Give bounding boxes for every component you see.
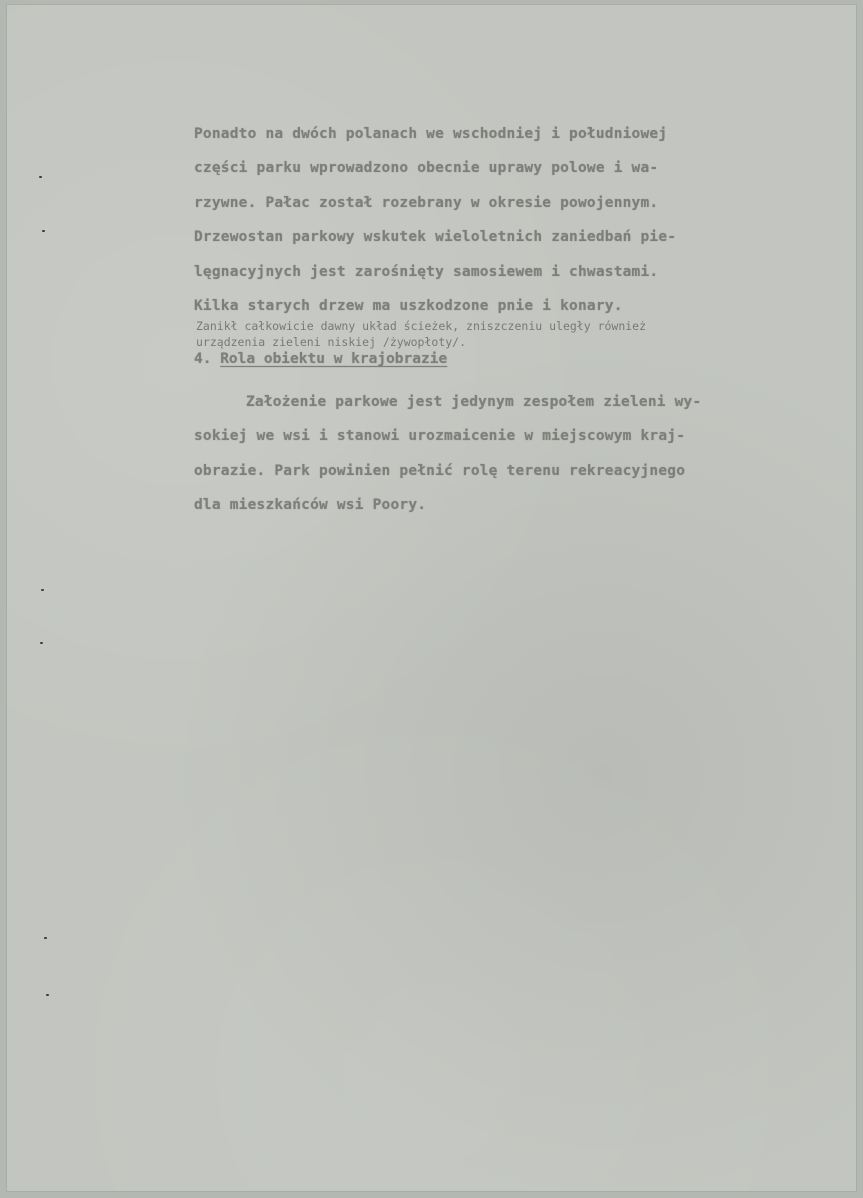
paragraph-line: sokiej we wsi i stanowi urozmaicenie w miejscowym kraj- <box>194 428 686 444</box>
margin-speck <box>42 230 45 232</box>
paragraph-line: lęgnacyjnych jest zarośnięty samosiewem i chwastami. <box>194 264 659 280</box>
margin-speck <box>46 994 49 996</box>
section-title: Rola obiektu w krajobrazie <box>220 351 448 367</box>
margin-speck <box>40 642 43 644</box>
annotation-line: Zanikł całkowicie dawny układ ścieżek, zniszczeniu uległy również <box>196 319 647 333</box>
paragraph-line: części parku wprowadzono obecnie uprawy polowe i wa- <box>194 160 659 176</box>
paragraph-line: Założenie parkowe jest jedynym zespołem zieleni wy- <box>246 394 702 410</box>
paragraph-line: rzywne. Pałac został rozebrany w okresie powojennym. <box>194 195 659 211</box>
margin-speck <box>44 937 47 939</box>
margin-speck <box>39 176 42 178</box>
margin-speck <box>41 589 44 591</box>
annotation-line: urządzenia zieleni niskiej /żywopłoty/. <box>196 335 467 349</box>
paragraph-line: dla mieszkańców wsi Poory. <box>194 497 427 513</box>
document-page <box>6 4 857 1192</box>
section-heading <box>194 352 447 367</box>
paragraph-line: Ponadto na dwóch polanach we wschodniej i południowej <box>194 126 668 142</box>
section-number: 4. <box>194 351 212 367</box>
paragraph-line: obrazie. Park powinien pełnić rolę terenu rekreacyjnego <box>194 463 686 479</box>
paragraph-line: Drzewostan parkowy wskutek wieloletnich zaniedbań pie- <box>194 229 677 245</box>
paragraph-line: Kilka starych drzew ma uszkodzone pnie i konary. <box>194 298 623 314</box>
